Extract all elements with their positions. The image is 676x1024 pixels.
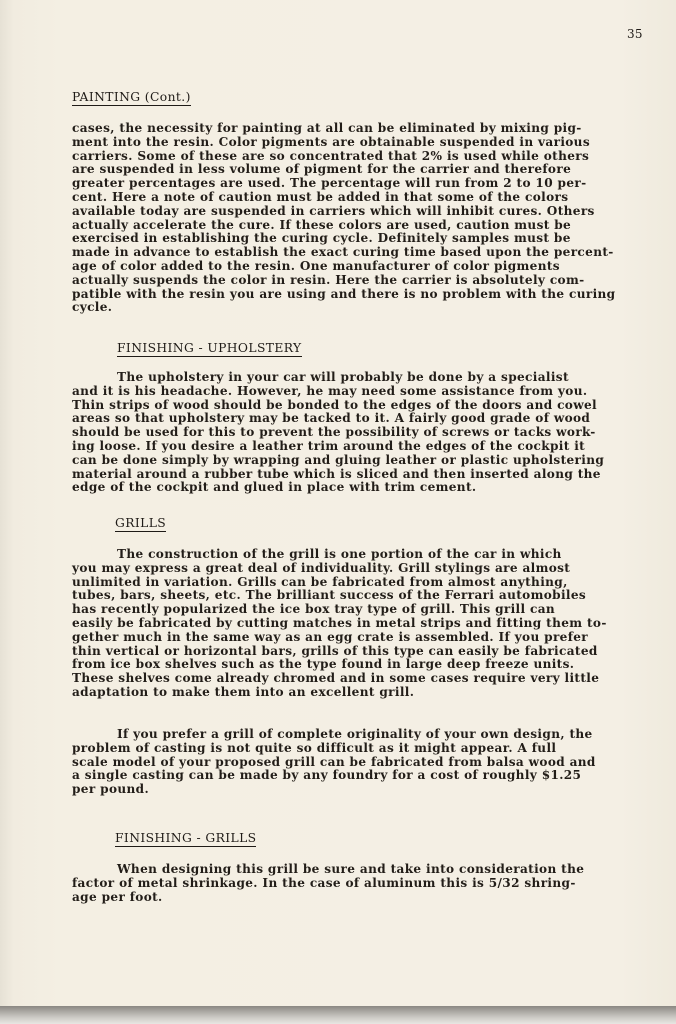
- text-line: areas so that upholstery may be tacked to it. A fairly good grade of wood: [72, 411, 591, 426]
- paragraph-grills-2: [72, 728, 632, 797]
- text-line: cases, the necessity for painting at all can be eliminated by mixing pig-: [72, 121, 582, 135]
- text-line: actually accelerate the cure. If these colors are used, caution must be: [72, 217, 572, 232]
- section-heading-grills: GRILLS: [115, 516, 167, 530]
- page-bottom-edge: [0, 1006, 676, 1024]
- paragraph-grills-1: [72, 548, 632, 700]
- text-line: thin vertical or horizontal bars, grills of this type can easily be fabricated: [72, 643, 598, 658]
- text-line: made in advance to establish the exact curing time based upon the percent-: [72, 245, 614, 260]
- text-line: cent. Here a note of caution must be added in that some of the colors: [72, 189, 569, 204]
- text-line: has recently popularized the ice box tray type of grill. This grill can: [72, 602, 556, 617]
- section-heading-upholstery: FINISHING - UPHOLSTERY: [117, 341, 302, 355]
- text-line: a single casting can be made by any foundry for a cost of roughly $1.25: [72, 768, 582, 783]
- text-line: age of color added to the resin. One manufacturer of color pigments: [72, 258, 560, 273]
- text-line: ing loose. If you desire a leather trim around the edges of the cockpit it: [72, 438, 586, 453]
- text-line: The construction of the grill is one portion of the car in which: [117, 547, 562, 561]
- text-line: material around a rubber tube which is sliced and then inserted along the: [72, 466, 601, 481]
- text-line: exercised in establishing the curing cycle. Definitely samples must be: [72, 231, 571, 246]
- section-heading-painting: PAINTING (Cont.): [72, 90, 191, 104]
- text-line: factor of metal shrinkage. In the case of aluminum this is 5/32 shring-: [72, 875, 576, 890]
- text-line: and it is his headache. However, he may need some assistance from you.: [72, 383, 588, 398]
- text-line: available today are suspended in carriers which will inhibit cures. Others: [72, 203, 595, 218]
- text-line: can be done simply by wrapping and gluing leather or plastic upholstering: [72, 452, 605, 467]
- text-line: tubes, bars, sheets, etc. The brilliant success of the Ferrari automobiles: [72, 588, 587, 603]
- text-line: unlimited in variation. Grills can be fabricated from almost anything,: [72, 574, 568, 589]
- text-line: are suspended in less volume of pigment for the carrier and therefore: [72, 162, 572, 177]
- text-line: easily be fabricated by cutting matches in metal strips and fitting them to-: [72, 615, 607, 630]
- text-line: carriers. Some of these are so concentrated that 2% is used while others: [72, 148, 590, 163]
- text-line: problem of casting is not quite so difficult as it might appear. A full: [72, 740, 557, 755]
- text-line: The upholstery in your car will probably be done by a specialist: [117, 370, 569, 384]
- section-heading-finishing-grills: FINISHING - GRILLS: [115, 831, 257, 845]
- text-line: from ice box shelves such as the type found in large deep freeze units.: [72, 657, 575, 672]
- text-line: greater percentages are used. The percentage will run from 2 to 10 per-: [72, 176, 587, 191]
- text-line: age per foot.: [72, 889, 163, 904]
- text-line: If you prefer a grill of complete originality of your own design, the: [117, 727, 593, 741]
- text-line: you may express a great deal of individuality. Grill stylings are almost: [72, 560, 571, 575]
- text-line: should be used for this to prevent the possibility of screws or tacks work-: [72, 425, 596, 440]
- text-line: Thin strips of wood should be bonded to the edges of the doors and cowel: [72, 397, 597, 412]
- text-line: edge of the cockpit and glued in place with trim cement.: [72, 480, 477, 495]
- text-line: actually suspends the color in resin. Here the carrier is absolutely com-: [72, 272, 585, 287]
- text-line: scale model of your proposed grill can be fabricated from balsa wood and: [72, 754, 596, 769]
- text-line: patible with the resin you are using and there is no problem with the curing: [72, 286, 616, 301]
- paragraph-painting: [72, 122, 632, 315]
- text-line: per pound.: [72, 782, 150, 797]
- paragraph-finishing-grills: [72, 863, 632, 904]
- text-line: These shelves come already chromed and in some cases require very little: [72, 671, 600, 686]
- text-line: cycle.: [72, 300, 113, 315]
- page-number: 35: [627, 27, 643, 41]
- text-line: ment into the resin. Color pigments are obtainable suspended in various: [72, 134, 590, 149]
- text-line: gether much in the same way as an egg crate is assembled. If you prefer: [72, 629, 589, 644]
- text-line: adaptation to make them into an excellent grill.: [72, 684, 415, 699]
- paragraph-upholstery: [72, 371, 632, 495]
- text-line: When designing this grill be sure and take into consideration the: [117, 862, 585, 876]
